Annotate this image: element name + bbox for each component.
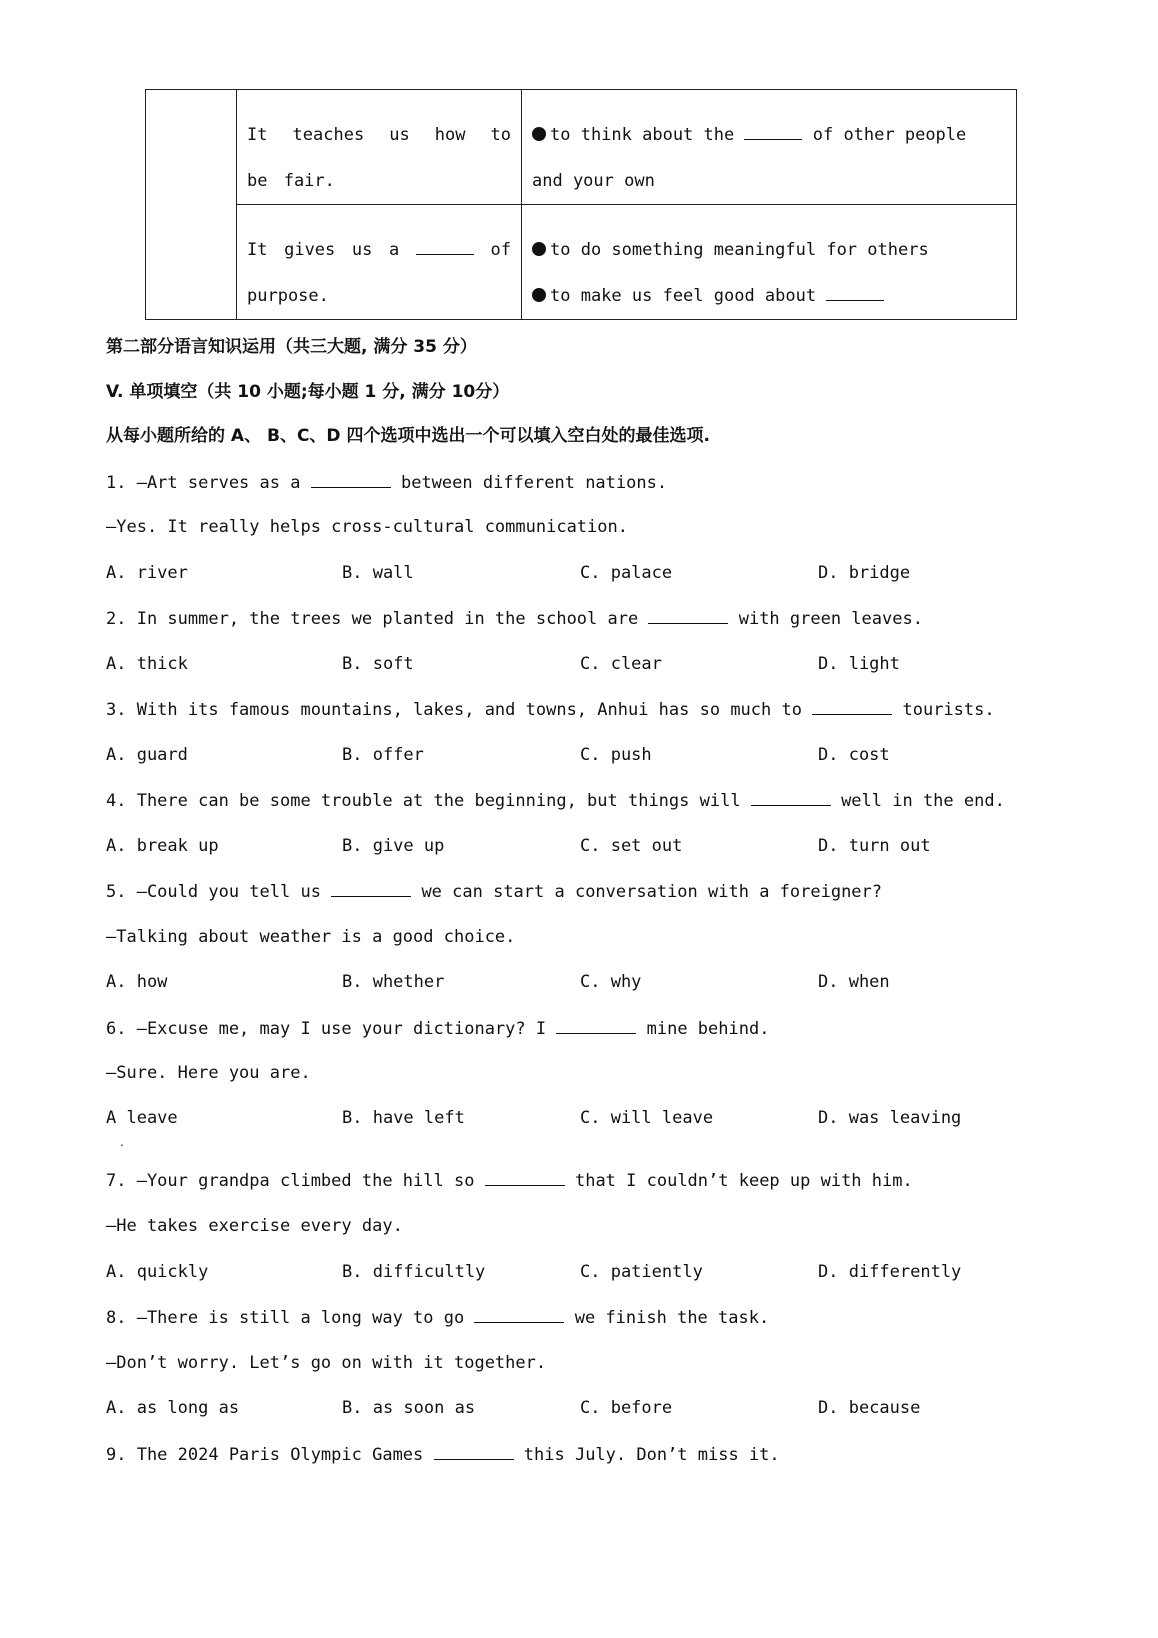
option-a[interactable]: A. quickly xyxy=(106,1262,209,1282)
detail-text: to make us feel good about xyxy=(550,286,817,306)
table-row xyxy=(146,205,1017,320)
detail-text: to do something meaningful for others xyxy=(550,240,929,260)
option-a[interactable]: A. break up xyxy=(106,836,219,856)
bullet-icon xyxy=(532,127,546,141)
question-1: 1. —Art serves as a between different nations. xyxy=(106,473,668,493)
answer-blank[interactable] xyxy=(826,285,884,301)
question-2: 2. In summer, the trees we planted in the school are with green leaves. xyxy=(106,609,923,629)
option-a[interactable]: A leave xyxy=(106,1108,178,1128)
option-c[interactable]: C. why xyxy=(580,972,642,992)
option-d[interactable]: D. because xyxy=(818,1398,921,1418)
option-a[interactable]: A. guard xyxy=(106,745,188,765)
answer-blank[interactable] xyxy=(485,1170,565,1186)
section-heading: V. 单项填空（共 10 小题;每小题 1 分, 满分 10分） xyxy=(106,382,510,402)
option-a[interactable]: A. as long as xyxy=(106,1398,240,1418)
option-d[interactable]: D. differently xyxy=(818,1262,962,1282)
answer-blank[interactable] xyxy=(416,239,474,255)
answer-blank[interactable] xyxy=(434,1444,514,1460)
answer-blank[interactable] xyxy=(556,1018,636,1034)
question-7: 7. —Your grandpa climbed the hill so that I couldn’t keep up with him. xyxy=(106,1171,913,1191)
question-4: 4. There can be some trouble at the beginning, but things will well in the end. xyxy=(106,791,1005,811)
bullet-icon xyxy=(532,242,546,256)
statement-text: It gives us a xyxy=(247,240,400,260)
instruction-text: 从每小题所给的 A、 B、C、D 四个选项中选出一个可以填入空白处的最佳选项. xyxy=(106,426,710,446)
reply-1: —Yes. It really helps cross-cultural communication. xyxy=(106,517,628,537)
reply-7: —He takes exercise every day. xyxy=(106,1216,403,1236)
detail-text: of other people and your own xyxy=(532,125,967,191)
detail-text: to think about the xyxy=(550,125,735,145)
question-9: 9. The 2024 Paris Olympic Games this July. Don’t miss it. xyxy=(106,1445,780,1465)
reply-8: —Don’t worry. Let’s go on with it together. xyxy=(106,1353,547,1373)
option-a[interactable]: A. river xyxy=(106,563,188,583)
question-6: 6. —Excuse me, may I use your dictionary? I mine behind. xyxy=(106,1019,770,1039)
option-b[interactable]: B. give up xyxy=(342,836,445,856)
option-d[interactable]: D. was leaving xyxy=(818,1108,962,1128)
statement-cell xyxy=(237,205,522,320)
option-a[interactable]: A. thick xyxy=(106,654,188,674)
statement-cell xyxy=(237,90,522,205)
detail-cell xyxy=(522,90,1017,205)
option-c[interactable]: C. before xyxy=(580,1398,673,1418)
option-d[interactable]: D. when xyxy=(818,972,890,992)
option-d[interactable]: D. light xyxy=(818,654,900,674)
answer-blank[interactable] xyxy=(331,881,411,897)
table-row xyxy=(146,90,1017,205)
option-c[interactable]: C. push xyxy=(580,745,652,765)
option-a[interactable]: A. how xyxy=(106,972,168,992)
option-b[interactable]: B. as soon as xyxy=(342,1398,476,1418)
reply-6: —Sure. Here you are. xyxy=(106,1063,311,1083)
statement-text: It teaches us how to be fair. xyxy=(247,125,511,191)
option-d[interactable]: D. turn out xyxy=(818,836,931,856)
answer-blank[interactable] xyxy=(812,699,892,715)
answer-blank[interactable] xyxy=(751,790,831,806)
option-c[interactable]: C. palace xyxy=(580,563,673,583)
question-8: 8. —There is still a long way to go we finish the task. xyxy=(106,1308,770,1328)
reading-outline-table xyxy=(145,89,1017,320)
option-d[interactable]: D. bridge xyxy=(818,563,911,583)
bullet-icon xyxy=(532,288,546,302)
option-b[interactable]: B. offer xyxy=(342,745,424,765)
question-3: 3. With its famous mountains, lakes, and towns, Anhui has so much to tourists. xyxy=(106,700,995,720)
answer-blank[interactable] xyxy=(744,124,802,140)
option-b[interactable]: B. have left xyxy=(342,1108,465,1128)
option-b[interactable]: B. soft xyxy=(342,654,414,674)
option-c[interactable]: C. clear xyxy=(580,654,662,674)
question-5: 5. —Could you tell us we can start a conversation with a foreigner? xyxy=(106,882,883,902)
statement-text: of purpose. xyxy=(247,240,511,306)
detail-cell xyxy=(522,205,1017,320)
option-c[interactable]: C. set out xyxy=(580,836,683,856)
stray-dot: . xyxy=(119,1138,126,1149)
option-b[interactable]: B. difficultly xyxy=(342,1262,486,1282)
option-b[interactable]: B. wall xyxy=(342,563,414,583)
empty-label-cell xyxy=(146,90,237,320)
option-b[interactable]: B. whether xyxy=(342,972,445,992)
option-c[interactable]: C. will leave xyxy=(580,1108,714,1128)
reply-5: —Talking about weather is a good choice. xyxy=(106,927,516,947)
part-heading: 第二部分语言知识运用（共三大题, 满分 35 分） xyxy=(106,337,477,357)
answer-blank[interactable] xyxy=(648,608,728,624)
option-c[interactable]: C. patiently xyxy=(580,1262,703,1282)
answer-blank[interactable] xyxy=(474,1307,564,1323)
option-d[interactable]: D. cost xyxy=(818,745,890,765)
answer-blank[interactable] xyxy=(311,472,391,488)
